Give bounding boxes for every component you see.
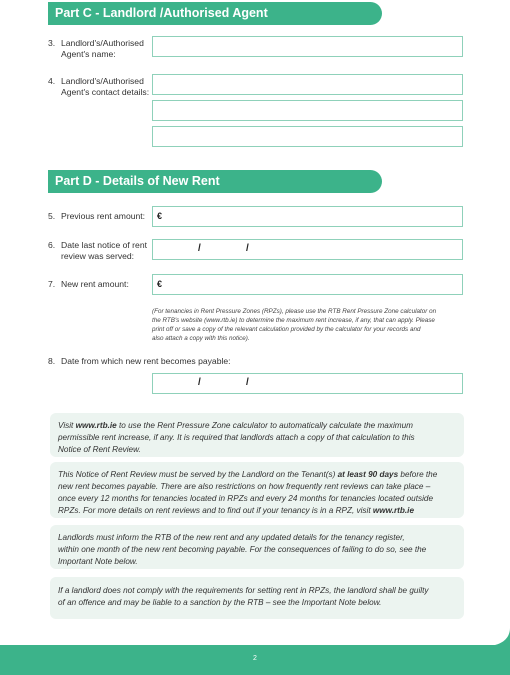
box2-line2: new rent becomes payable. There are also restrictions on how frequently rent reviews can take place – (58, 482, 431, 491)
rtb-link[interactable]: www.rtb.ie (372, 506, 414, 515)
new-rent-field[interactable] (152, 274, 463, 295)
q3-number: 3. (48, 38, 56, 48)
q4-number: 4. (48, 76, 56, 86)
box1-prefix: Visit (58, 421, 76, 430)
new-rent-payable-date-field[interactable] (152, 373, 463, 394)
rpz-note-line2: the RTB's website (www.rtb.ie) to determine the maximum rent increase, if any, that can apply. Please (152, 317, 435, 324)
ninety-days-emphasis: at least 90 days (337, 470, 399, 479)
q8-number: 8. (48, 356, 56, 366)
landlord-name-field[interactable] (152, 36, 463, 57)
rpz-calculator-note (152, 307, 464, 343)
previous-rent-field[interactable] (152, 206, 463, 227)
box2-line1-b: before the (398, 470, 438, 479)
contact-details-field-1[interactable] (152, 74, 463, 95)
box1-line1-rest: to use the Rent Pressure Zone calculator to automatically calculate the maximum (116, 421, 413, 430)
q4-label (61, 76, 149, 98)
contact-details-field-3[interactable] (152, 126, 463, 147)
euro-icon: € (157, 279, 163, 289)
non-compliance-info-box (50, 577, 464, 619)
box1-line3: Notice of Rent Review. (58, 445, 141, 454)
rpz-note-line4: also attach a copy with this notice). (152, 335, 250, 342)
box4-line1: If a landlord does not comply with the requirements for setting rent in RPZs, the landlord shall be guilty (58, 586, 429, 595)
q3-label-line2: Agent's name: (61, 49, 116, 59)
box4-line2: of an offence and may be liable to a sanction by the RTB – see the Important Note below. (58, 598, 382, 607)
q6-number: 6. (48, 240, 56, 250)
date-separator: / (198, 377, 201, 388)
q7-label: New rent amount: (61, 279, 129, 289)
q3-label (61, 38, 144, 60)
last-notice-date-field[interactable] (152, 239, 463, 260)
rtb-link[interactable]: www.rtb.ie (75, 421, 117, 430)
q5-number: 5. (48, 211, 56, 221)
q8-label: Date from which new rent becomes payable: (61, 356, 231, 366)
contact-details-field-2[interactable] (152, 100, 463, 121)
box3-line3: Important Note below. (58, 557, 138, 566)
inform-rtb-info-box (50, 525, 464, 569)
q6-label-line2: review was served: (61, 251, 135, 261)
q4-label-line2: Agent's contact details: (61, 87, 150, 97)
footer-curve-decoration (486, 628, 510, 646)
box2-line3: once every 12 months for tenancies located in RPZs and every 24 months for tenancies located outside (58, 494, 434, 503)
q5-label: Previous rent amount: (61, 211, 146, 221)
box3-line1: Landlords must inform the RTB of the new rent and any updated details for the tenancy register, (58, 533, 405, 542)
q7-number: 7. (48, 279, 56, 289)
notice-timing-info-box (50, 462, 464, 518)
q4-label-line1: Landlord's/Authorised (61, 76, 144, 86)
part-d-header: Part D - Details of New Rent (48, 170, 382, 193)
q6-label-line1: Date last notice of rent (61, 240, 147, 250)
rpz-calculator-info-box (50, 413, 464, 457)
box1-line2: permissible rent increase, if any. It is required that landlords attach a copy of that calculation to this (58, 433, 415, 442)
date-separator: / (246, 243, 249, 254)
date-separator: / (246, 377, 249, 388)
part-c-header: Part C - Landlord /Authorised Agent (48, 2, 382, 25)
rpz-note-line3: print off or save a copy of the relevant calculation provided by the calculator for your records and (152, 326, 421, 333)
q6-label (61, 240, 147, 262)
q3-label-line1: Landlord's/Authorised (61, 38, 144, 48)
page-number: 2 (253, 655, 257, 662)
euro-icon: € (157, 211, 163, 221)
box2-line1-a: This Notice of Rent Review must be served by the Landlord on the Tenant(s) (58, 470, 338, 479)
rpz-note-line1: (For tenancies in Rent Pressure Zones (RPZs), please use the RTB Rent Pressure Zone calculator on (152, 308, 437, 315)
date-separator: / (198, 243, 201, 254)
box2-line4-a: RPZs. For more details on rent reviews and to find out if your tenancy is in a RPZ, visit (58, 506, 373, 515)
box3-line2: within one month of the new rent becoming payable. For the consequences of failing to do so, see the (58, 545, 427, 554)
